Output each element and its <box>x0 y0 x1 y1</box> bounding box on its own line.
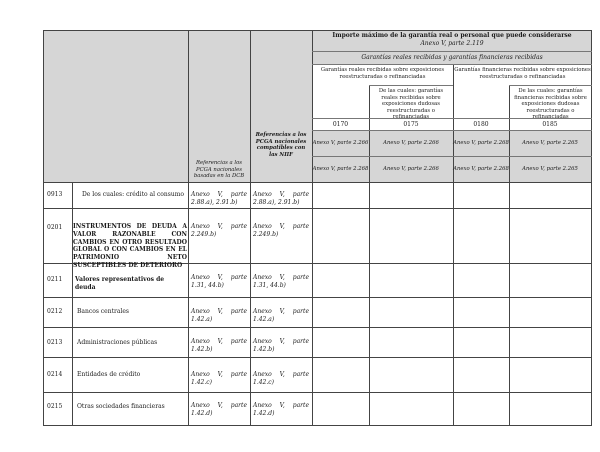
row-code-0913: 0913 <box>47 191 63 198</box>
row-niif-0201: Anexo V, parte 2.249.b) <box>253 223 309 238</box>
header-shade-niif <box>250 30 312 182</box>
row-dcb-0213: Anexo V, parte 1.42.b) <box>191 338 247 353</box>
col-code-0185: 0185 <box>542 121 558 128</box>
col-ref-compat-0180: Anexo V, parte 2.268 <box>453 140 509 146</box>
col-sub-1: De las cuales: garantías reales recibidas sobre exposiciones dudosas reestructuradas o refinanciadas <box>378 88 444 120</box>
col-ref-dcb-0180: Anexo V, parte 2.268 <box>453 166 509 172</box>
row-niif-0212: Anexo V, parte 1.42.a) <box>253 308 309 323</box>
row-label-0212: Bancos centrales <box>77 308 129 315</box>
col-code-0180: 0180 <box>473 121 489 128</box>
row-niif-0214: Anexo V, parte 1.42.c) <box>253 371 309 386</box>
row-dcb-0214: Anexo V, parte 1.42.c) <box>191 371 247 386</box>
row-niif-0213: Anexo V, parte 1.42.b) <box>253 338 309 353</box>
row-code-0211: 0211 <box>47 276 63 283</box>
row-niif-0211: Anexo V, parte 1.31, 44.b) <box>253 274 309 289</box>
col-group-2: Garantías financieras recibidas sobre exposiciones reestructuradas o refinanciadas <box>454 67 591 80</box>
col-ref-dcb-0175: Anexo V, parte 2.266 <box>383 166 439 172</box>
row-label-0211: Valores representativos de deuda <box>75 276 165 291</box>
header-shade-left <box>43 30 188 182</box>
row-niif-0913: Anexo V, parte 2.88.a), 2.91.b) <box>253 191 309 206</box>
ref-pcga-dcb-header: Referencias a los PCGA nacionales basadas en la DCB <box>193 160 245 179</box>
row-code-0212: 0212 <box>47 308 63 315</box>
col-ref-compat-0185: Anexo V, parte 2.265 <box>522 140 578 146</box>
row-dcb-0211: Anexo V, parte 1.31, 44.b) <box>191 274 247 289</box>
row-dcb-0913: Anexo V, parte 2.88.a), 2.91.b) <box>191 191 247 206</box>
row-code-0213: 0213 <box>47 339 63 346</box>
header-main-title: Importe máximo de la garantía real o personal que puede considerarse <box>332 32 572 39</box>
row-label-0214: Entidades de crédito <box>77 371 141 378</box>
row-niif-0215: Anexo V, parte 1.42.d) <box>253 402 309 417</box>
header-sub-title: Garantías reales recibidas y garantías financieras recibidas <box>361 54 543 61</box>
ref-pcga-compat-header: Referencias a los PCGA nacionales compatibles con las NIIF <box>255 132 307 158</box>
row-label-0215: Otras sociedades financieras <box>77 403 165 410</box>
row-code-0201: 0201 <box>47 224 63 231</box>
row-label-0213: Administraciones públicas <box>77 339 158 346</box>
col-ref-dcb-0185: Anexo V, parte 2.265 <box>522 166 578 172</box>
row-dcb-0215: Anexo V, parte 1.42.d) <box>191 402 247 417</box>
row-code-0214: 0214 <box>47 371 63 378</box>
row-dcb-0201: Anexo V, parte 2.249.b) <box>191 223 247 238</box>
col-code-0170: 0170 <box>332 121 349 128</box>
row-label-0913: De los cuales: crédito al consumo <box>82 191 185 198</box>
row-dcb-0212: Anexo V, parte 1.42.a) <box>191 308 247 323</box>
col-ref-dcb-0170: Anexo V, parte 2.268 <box>312 166 369 172</box>
col-ref-compat-0175: Anexo V, parte 2.266 <box>383 140 439 146</box>
header-main-ref: Anexo V, parte 2.119 <box>420 40 484 47</box>
col-group-1: Garantías reales recibidas sobre exposiciones reestructuradas o refinanciadas <box>320 67 445 80</box>
col-ref-compat-0170: Anexo V, parte 2.266 <box>312 140 369 146</box>
row-label-0201: INSTRUMENTOS DE DEUDA A VALOR RAZONABLE CON CAMBIOS EN OTRO RESULTADO GLOBAL O CON CAMBIOS EN EL PATRIMONIO NETO SUSCEPTIBLES DE DETERIORO <box>73 223 187 269</box>
col-code-0175: 0175 <box>403 121 419 128</box>
row-code-0215: 0215 <box>47 403 63 410</box>
col-sub-2: De las cuales: garantías financieras recibidas sobre exposiciones dudosas reestructuradas o refinanciadas <box>514 88 587 120</box>
